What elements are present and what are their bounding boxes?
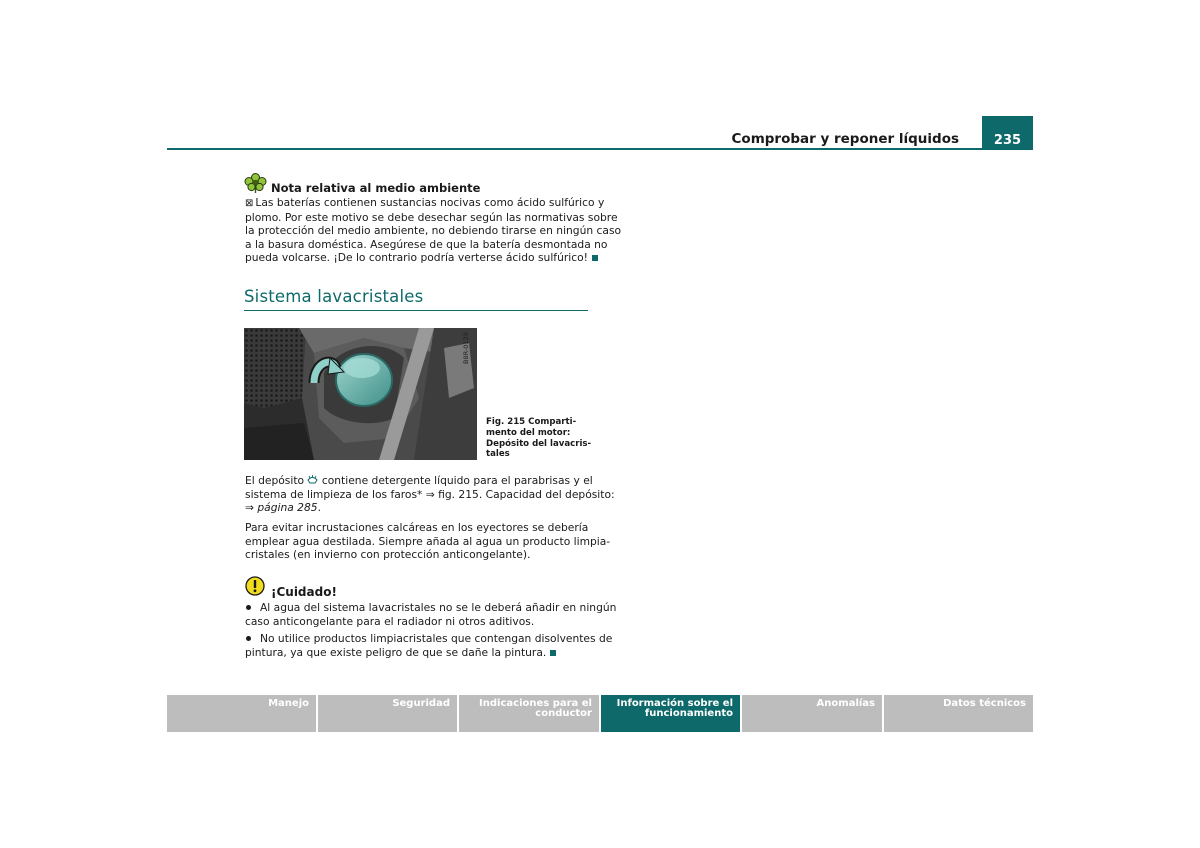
caution-icon: [245, 576, 265, 596]
distilled-water-note: Para evitar incrustaciones calcáreas en los eyectores se debería emplear agua destilada. Siempre añada al agua un producto limpia- cristales (en invierno con protección anticongelante).: [245, 521, 611, 562]
nav-tab-anomalias[interactable]: Anomalías: [742, 695, 884, 732]
end-mark: [592, 255, 598, 261]
washer-fluid-icon: [307, 474, 318, 485]
caution-bullet: Al agua del sistema lavacristales no se le deberá añadir en ningún caso anticongelante para el radiador ni otros aditivos.: [245, 601, 617, 628]
section-title: Sistema lavacristales: [244, 287, 424, 306]
bullet-dot: [246, 636, 251, 641]
env-note-title: Nota relativa al medio ambiente: [271, 181, 481, 195]
flower-icon: [244, 173, 267, 194]
page-number: [982, 116, 1033, 150]
header-rule: [167, 148, 1033, 150]
caution-title: ¡Cuidado!: [271, 585, 337, 599]
engine-compartment-figure: [244, 328, 477, 460]
env-note-text: ⊠ Las baterías contienen sustancias nocivas como ácido sulfúrico y plomo. Por este motivo se debe desechar según las normativas sobre la protección del medio ambiente, no debiendo tirarse en ningún caso a la basura doméstica. Asegúrese de que la batería desmontada no pueda volcarse. ¡De lo contrario podría verterse ácido sulfúrico!: [245, 196, 622, 265]
nav-tab-informacion[interactable]: Información sobre el funcionamiento: [601, 695, 742, 732]
figure-code: B8R-0129: [462, 332, 470, 364]
nav-tab-indicaciones[interactable]: Indicaciones para el conductor: [459, 695, 601, 732]
crossed-bin-icon: ⊠: [245, 198, 254, 209]
nav-tab-datos-tecnicos[interactable]: Datos técnicos: [884, 695, 1033, 732]
nav-tab-seguridad[interactable]: Seguridad: [318, 695, 459, 732]
washer-description: El depósito contiene detergente líquido para el parabrisas y el sistema de limpieza de los faros* ⇒ fig. 215. Capacidad del depósito: ⇒ página 285.: [245, 474, 615, 515]
section-rule: [244, 310, 588, 311]
caution-bullet: No utilice productos limpiacristales que contengan disolventes de pintura, ya que existe peligro de que se dañe la pintura.: [245, 632, 613, 659]
page-reference-link[interactable]: página 285: [257, 501, 318, 515]
figure-caption: Fig. 215 Comparti- mento del motor: Depósito del lavacris- tales: [486, 417, 592, 460]
chapter-title: Comprobar y reponer líquidos: [731, 131, 959, 147]
nav-tab-manejo[interactable]: Manejo: [167, 695, 318, 732]
bullet-dot: [246, 605, 251, 610]
page-number-text: 235: [993, 133, 1022, 148]
end-mark: [550, 650, 556, 656]
chapter-nav: [167, 695, 1033, 732]
